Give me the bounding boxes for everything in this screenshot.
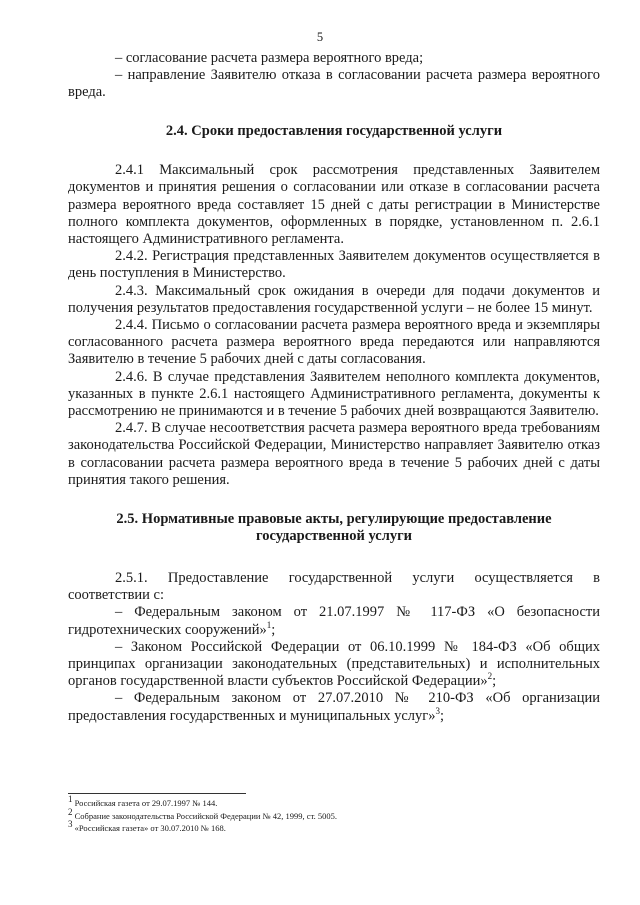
footnote-number: 2 (68, 806, 73, 817)
law-item (68, 604, 600, 638)
law-item-text: – Федеральным законом от 27.07.2010 № 210-ФЗ «Об организации предоставления государственных и муниципальных услуг» (68, 690, 600, 724)
law-item-text: – Федеральным законом от 21.07.1997 № 117-ФЗ «О безопасности гидротехнических сооружений» (68, 604, 600, 638)
paragraph-2-4-1: 2.4.1 Максимальный срок рассмотрения представленных Заявителем документов и принятия решения о согласовании или отказе в согласовании расчета размера вероятного вреда составляет 15 дней с даты регистрации в Министерстве полного комплекта документов, оформленных в порядке, установленном п. 2.6.1 настоящего Административного регламента. (68, 162, 600, 247)
paragraph-2-4-3: 2.4.3. Максимальный срок ожидания в очереди для подачи документов и получения результатов предоставления государственной услуги – не более 15 минут. (68, 282, 600, 316)
law-item (68, 690, 600, 724)
law-item-tail: ; (439, 707, 445, 724)
footnotes (68, 794, 600, 835)
footnote (68, 819, 600, 835)
footnote-ref[interactable]: 1 (266, 619, 272, 630)
footnote (68, 806, 600, 823)
paragraph-2-5-1: 2.5.1. Предоставление государственной услуги осуществляется в соответствии с: (68, 569, 600, 604)
footnote-ref[interactable]: 3 (435, 705, 440, 716)
intro-item: – направление Заявителю отказа в согласовании расчета размера вероятного вреда. (68, 67, 600, 101)
section-heading-2-5-line1: 2.5. Нормативные правовые акты, регулирующие предоставление (116, 510, 552, 527)
page-body (68, 50, 600, 725)
footnote-text: Российская газета от 29.07.1997 № 144. (74, 798, 218, 808)
paragraph-2-4-4: 2.4.4. Письмо о согласовании расчета размера вероятного вреда и экземпляры согласованного расчета размера вероятного вреда передаются или направляются Заявителю в течение 5 рабочих дней с даты согласования. (68, 316, 600, 368)
paragraph-2-4-2: 2.4.2. Регистрация представленных Заявителем документов осуществляется в день поступления в Министерство. (68, 248, 600, 282)
page-number: 5 (316, 30, 324, 44)
intro-item: – согласование расчета размера вероятного вреда; (115, 50, 424, 66)
footnote-divider (68, 793, 246, 794)
paragraph-2-4-7: 2.4.7. В случае несоответствия расчета размера вероятного вреда требованиям законодательства Российской Федерации, Министерство направляет Заявителю отказ в согласовании расчета размера вероятного вреда в течение 5 рабочих дней с даты принятия такого решения. (68, 420, 600, 488)
footnote-number: 1 (68, 794, 73, 805)
law-item (68, 639, 600, 691)
footnote-text: Собрание законодательства Российской Федерации № 42, 1999, ст. 5005. (74, 810, 338, 821)
footnote (68, 794, 600, 810)
paragraph-2-4-6: 2.4.6. В случае представления Заявителем неполного комплекта документов, указанных в пункте 2.6.1 настоящего Административного регламента, документы к рассмотрению не принимаются и в течение 5 рабочих дней возвращаются Заявителю. (68, 368, 600, 419)
law-item-tail: ; (271, 621, 276, 638)
footnote-number: 3 (68, 819, 73, 830)
law-item-tail: ; (492, 673, 497, 690)
section-heading-2-5 (68, 511, 600, 546)
footnote-ref[interactable]: 2 (487, 671, 493, 682)
section-heading-2-5-line2: государственной услуги (255, 528, 413, 545)
footnote-text: «Российская газета» от 30.07.2010 № 168. (74, 823, 226, 833)
law-item-text: – Законом Российской Федерации от 06.10.1999 № 184-ФЗ «Об общих принципах организации законодательных (представительных) и исполнительных органов государственной власти субъектов Российской Федерации» (68, 638, 600, 690)
section-heading-2-4: 2.4. Сроки предоставления государственной услуги (165, 122, 503, 139)
